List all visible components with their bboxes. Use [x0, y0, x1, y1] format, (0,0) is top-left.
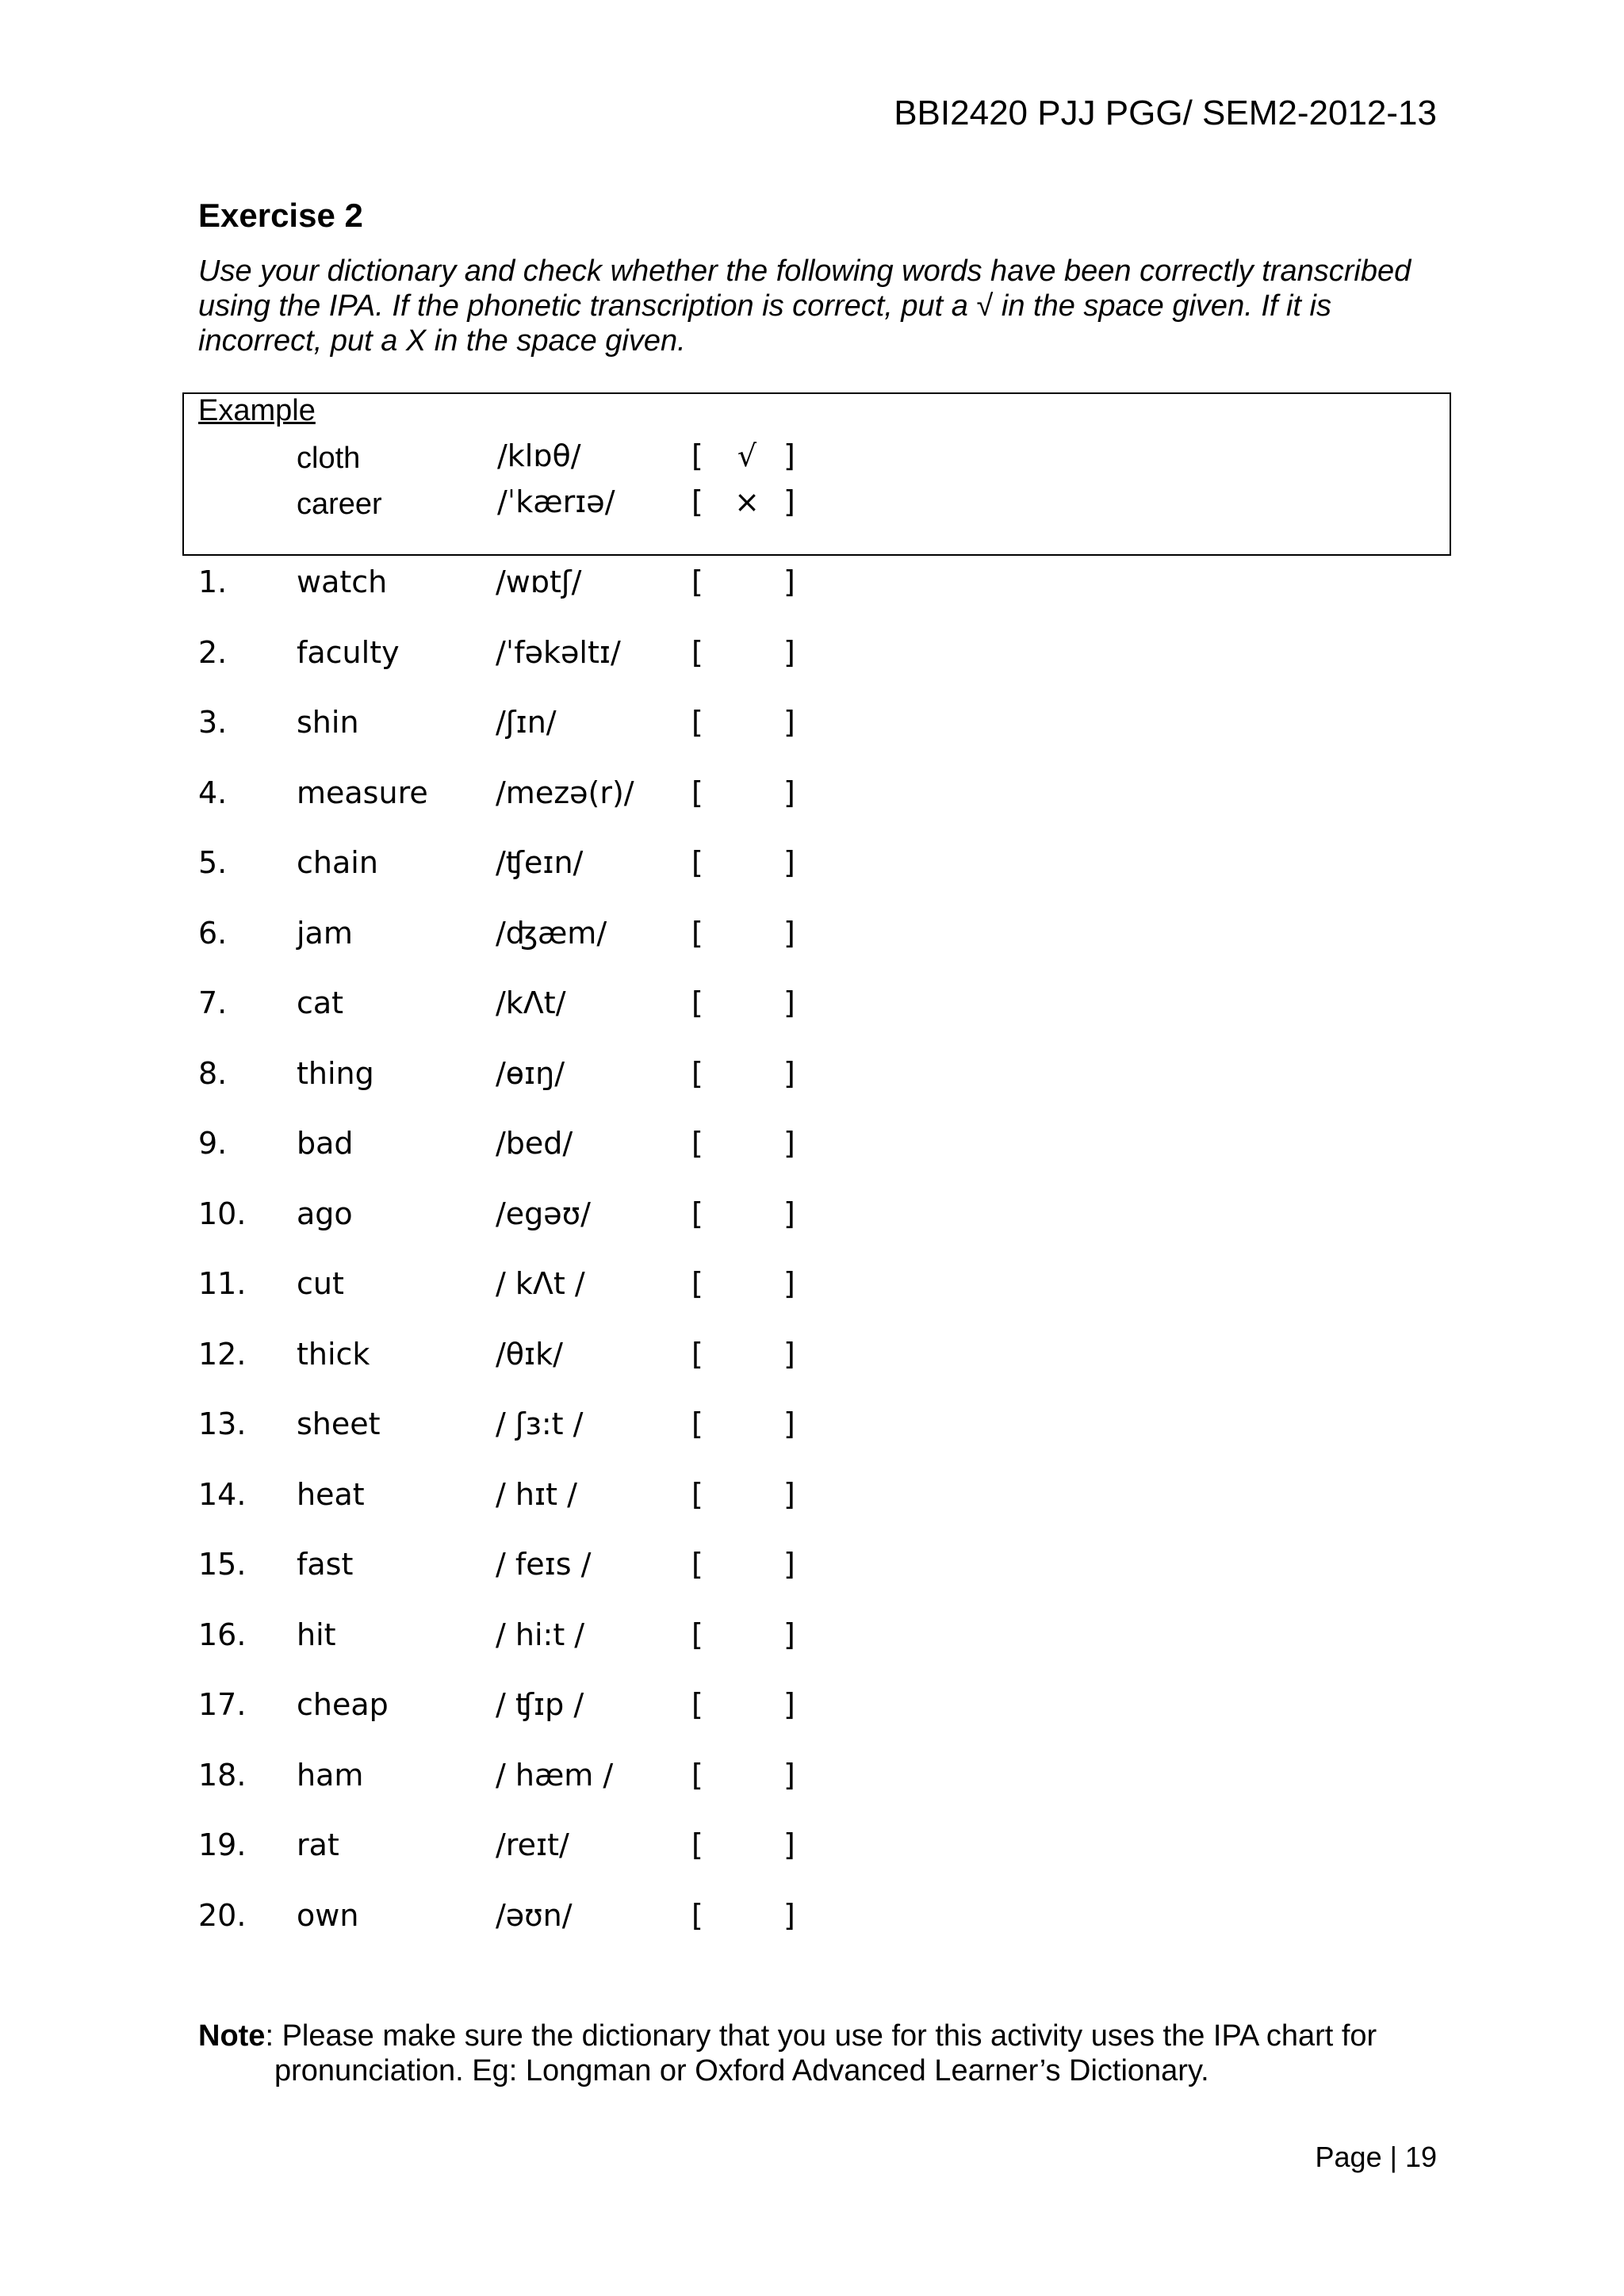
item-number: 18. — [198, 1757, 247, 1793]
exercise-instructions: Use your dictionary and check whether the following words have been correctly transcribed using the IPA. If the phonetic transcription is correct, put a √ in the space given. If it is incorrect, put a X in the space given. — [198, 254, 1411, 358]
item-number: 17. — [198, 1687, 247, 1722]
open-bracket: [ — [691, 1547, 703, 1582]
item-number: 13. — [198, 1406, 247, 1441]
close-bracket: ] — [783, 1547, 795, 1582]
exercise-item-row — [0, 564, 1624, 628]
answer-space[interactable] — [714, 1617, 777, 1657]
item-transcription: /ʧeɪn/ — [496, 845, 584, 880]
answer-space[interactable] — [714, 1337, 777, 1376]
close-bracket: ] — [783, 634, 795, 670]
exercise-item-row — [0, 1617, 1624, 1681]
example-row — [184, 435, 1450, 481]
open-bracket: [ — [691, 845, 703, 880]
item-word: cat — [297, 985, 344, 1020]
item-number: 19. — [198, 1827, 247, 1862]
open-bracket: [ — [691, 484, 703, 519]
exercise-item-row — [0, 1477, 1624, 1540]
answer-space[interactable] — [714, 1477, 777, 1517]
item-word: jam — [297, 915, 353, 951]
open-bracket: [ — [691, 775, 703, 810]
open-bracket: [ — [691, 1126, 703, 1161]
close-bracket: ] — [783, 1055, 795, 1091]
open-bracket: [ — [691, 705, 703, 740]
example-row — [184, 481, 1450, 527]
page-number: Page | 19 — [1315, 2141, 1437, 2173]
document-header-code: BBI2420 PJJ PGG/ SEM2-2012-13 — [894, 94, 1437, 132]
close-bracket: ] — [783, 915, 795, 951]
open-bracket: [ — [691, 1266, 703, 1301]
item-word: thick — [297, 1336, 370, 1372]
item-word: fast — [297, 1547, 354, 1582]
answer-space[interactable] — [714, 985, 777, 1025]
item-transcription: /kΛt/ — [496, 985, 566, 1020]
close-bracket: ] — [783, 1336, 795, 1372]
open-bracket: [ — [691, 634, 703, 670]
example-box — [182, 392, 1451, 556]
item-number: 15. — [198, 1547, 247, 1582]
close-bracket: ] — [783, 1126, 795, 1161]
close-bracket: ] — [783, 484, 795, 519]
answer-space[interactable] — [714, 1266, 777, 1306]
item-word: measure — [297, 775, 428, 810]
item-word: sheet — [297, 1406, 381, 1441]
exercise-item-row — [0, 1337, 1624, 1400]
answer-space[interactable] — [714, 1827, 777, 1867]
open-bracket: [ — [691, 1055, 703, 1091]
close-bracket: ] — [783, 1476, 795, 1512]
example-word: cloth — [297, 442, 361, 475]
answer-space[interactable] — [714, 1196, 777, 1236]
item-word: bad — [297, 1126, 354, 1161]
answer-space[interactable] — [714, 1126, 777, 1165]
item-number: 1. — [198, 564, 228, 599]
example-word: career — [297, 488, 382, 521]
answer-space[interactable] — [714, 916, 777, 955]
example-transcription: /klɒθ/ — [497, 438, 581, 473]
item-number: 9. — [198, 1126, 228, 1161]
item-number: 10. — [198, 1196, 247, 1231]
open-bracket: [ — [691, 1897, 703, 1933]
open-bracket: [ — [691, 1196, 703, 1231]
item-number: 2. — [198, 634, 228, 670]
close-bracket: ] — [783, 775, 795, 810]
open-bracket: [ — [691, 438, 703, 473]
item-transcription: / feɪs / — [496, 1547, 592, 1582]
note-text-line2: pronunciation. Eg: Longman or Oxford Advanced Learner’s Dictionary. — [274, 2054, 1209, 2087]
answer-space[interactable] — [714, 845, 777, 885]
close-bracket: ] — [783, 1617, 795, 1652]
item-word: watch — [297, 564, 388, 599]
close-bracket: ] — [783, 564, 795, 599]
answer-space[interactable] — [714, 705, 777, 744]
item-word: rat — [297, 1827, 339, 1862]
open-bracket: [ — [691, 1687, 703, 1722]
open-bracket: [ — [691, 1476, 703, 1512]
item-number: 12. — [198, 1336, 247, 1372]
item-transcription: / hi:t / — [496, 1617, 585, 1652]
item-number: 11. — [198, 1266, 247, 1301]
item-transcription: / hɪt / — [496, 1476, 577, 1512]
answer-space[interactable] — [714, 1687, 777, 1727]
item-transcription: /reɪt/ — [496, 1827, 569, 1862]
item-word: hit — [297, 1617, 336, 1652]
note-paragraph — [198, 2019, 1467, 2088]
item-number: 4. — [198, 775, 228, 810]
item-number: 16. — [198, 1617, 247, 1652]
open-bracket: [ — [691, 1757, 703, 1793]
exercise-item-row — [0, 1056, 1624, 1119]
answer-space[interactable] — [714, 1758, 777, 1797]
exercise-title: Exercise 2 — [198, 197, 363, 234]
note-label: Note — [198, 2019, 266, 2053]
open-bracket: [ — [691, 985, 703, 1020]
exercise-item-row — [0, 1126, 1624, 1189]
item-word: ago — [297, 1196, 353, 1231]
item-word: cut — [297, 1266, 344, 1301]
example-label: Example — [198, 394, 316, 427]
item-transcription: /əʊn/ — [496, 1897, 573, 1933]
note-text-line1: : Please make sure the dictionary that you use for this activity uses the IPA chart for — [265, 2019, 1377, 2053]
close-bracket: ] — [783, 1687, 795, 1722]
exercise-item-row — [0, 1406, 1624, 1470]
item-number: 14. — [198, 1476, 247, 1512]
item-transcription: /egəʊ/ — [496, 1196, 591, 1231]
close-bracket: ] — [783, 705, 795, 740]
example-transcription: /ˈkærɪə/ — [497, 484, 615, 519]
item-transcription: / ʧɪp / — [496, 1687, 584, 1722]
item-word: ham — [297, 1757, 364, 1793]
open-bracket: [ — [691, 1827, 703, 1862]
item-number: 7. — [198, 985, 228, 1020]
exercise-item-row — [0, 1266, 1624, 1330]
answer-space[interactable] — [714, 775, 777, 815]
close-bracket: ] — [783, 1266, 795, 1301]
check-mark-icon: √ — [737, 438, 757, 473]
item-transcription: /mezə(r)/ — [496, 775, 634, 810]
answer-space[interactable] — [714, 1406, 777, 1446]
close-bracket: ] — [783, 985, 795, 1020]
open-bracket: [ — [691, 1617, 703, 1652]
item-number: 8. — [198, 1055, 228, 1091]
item-transcription: / ʃɜ:t / — [496, 1406, 584, 1441]
open-bracket: [ — [691, 564, 703, 599]
item-transcription: / kΛt / — [496, 1266, 585, 1301]
item-number: 20. — [198, 1897, 247, 1933]
answer-space[interactable] — [714, 564, 777, 604]
exercise-item-row — [0, 635, 1624, 698]
item-transcription: /ʃɪn/ — [496, 705, 557, 740]
answer-space[interactable] — [714, 635, 777, 675]
item-word: chain — [297, 845, 378, 880]
exercise-item-row — [0, 705, 1624, 768]
answer-space[interactable] — [714, 1547, 777, 1586]
exercise-item-row — [0, 916, 1624, 979]
close-bracket: ] — [783, 1827, 795, 1862]
item-number: 3. — [198, 705, 228, 740]
item-word: thing — [297, 1055, 374, 1091]
exercise-item-row — [0, 1547, 1624, 1610]
answer-space[interactable] — [714, 1056, 777, 1096]
item-transcription: /bed/ — [496, 1126, 573, 1161]
item-word: cheap — [297, 1687, 389, 1722]
item-transcription: / hæm / — [496, 1757, 614, 1793]
close-bracket: ] — [783, 438, 795, 473]
exercise-item-row — [0, 1827, 1624, 1891]
exercise-item-row — [0, 985, 1624, 1049]
item-word: faculty — [297, 634, 400, 670]
exercise-item-row — [0, 1898, 1624, 1961]
item-transcription: /ɵɪŋ/ — [496, 1055, 565, 1091]
item-number: 6. — [198, 915, 228, 951]
answer-space[interactable] — [714, 1898, 777, 1938]
exercise-item-row — [0, 1758, 1624, 1821]
exercise-item-row — [0, 845, 1624, 909]
item-transcription: /ˈfəkəltɪ/ — [496, 634, 621, 670]
exercise-item-row — [0, 1687, 1624, 1751]
item-word: own — [297, 1897, 359, 1933]
exercise-item-row — [0, 1196, 1624, 1260]
close-bracket: ] — [783, 1757, 795, 1793]
cross-mark-icon: × — [734, 484, 760, 519]
item-transcription: /ʤæm/ — [496, 915, 607, 951]
exercise-item-row — [0, 775, 1624, 839]
item-word: heat — [297, 1476, 365, 1512]
open-bracket: [ — [691, 1406, 703, 1441]
open-bracket: [ — [691, 915, 703, 951]
close-bracket: ] — [783, 1196, 795, 1231]
close-bracket: ] — [783, 1406, 795, 1441]
item-transcription: /wɒtʃ/ — [496, 564, 582, 599]
item-transcription: /θɪk/ — [496, 1336, 563, 1372]
close-bracket: ] — [783, 845, 795, 880]
item-word: shin — [297, 705, 359, 740]
close-bracket: ] — [783, 1897, 795, 1933]
item-number: 5. — [198, 845, 228, 880]
open-bracket: [ — [691, 1336, 703, 1372]
